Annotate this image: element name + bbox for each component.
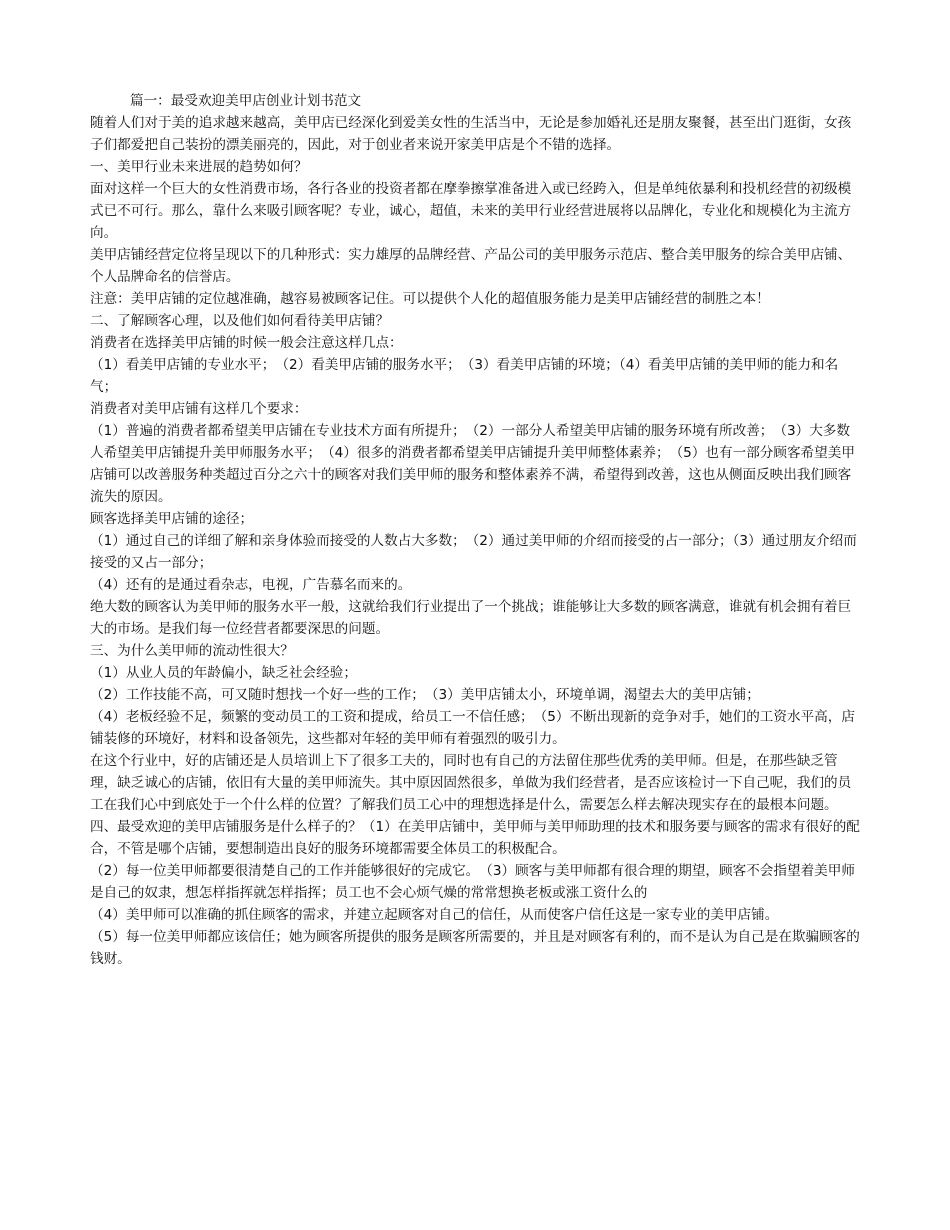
- paragraph-list: （1）看美甲店铺的专业水平； （2）看美甲店铺的服务水平； （3）看美甲店铺的环境；（4）看美甲店铺的美甲师的能力和名气；: [90, 357, 839, 395]
- section-heading-4: 四、最受欢迎的美甲店铺服务是什么样子的？（1）在美甲店铺中，美甲师与美甲师助理的技术和服务要与顾客的需求有很好的配合，不管是哪个店铺，要想制造出良好的服务环境都需要全体员工的积极配合。: [90, 819, 860, 857]
- paragraph-list: （1）普遍的消费者都希望美甲店铺在专业技术方面有所提升； （2）一部分人希望美甲店铺的服务环境有所改善； （3）大多数人希望美甲店铺提升美甲师服务水平； （4）很多的消费者都希望美甲店铺提升美甲师整体素养； （5）也有一部分顾客希望美甲店铺可以改善服务种类超过百分之六十的顾客对我们美甲师的服务和整体素养不满，希望得到改善，这也从侧面反映出我们顾客流失的原因。: [90, 423, 855, 505]
- paragraph: 顾客选择美甲店铺的途径；: [90, 511, 254, 527]
- paragraph-list: （1）从业人员的年龄偏小，缺乏社会经验；: [90, 665, 357, 681]
- section-heading-3: 三、为什么美甲师的流动性很大？: [90, 643, 294, 659]
- paragraph-note: 注意：美甲店铺的定位越准确，越容易被顾客记住。可以提供个人化的超值服务能力是美甲店铺经营的制胜之本！: [90, 291, 770, 307]
- paragraph: 美甲店铺经营定位将呈现以下的几种形式：实力雄厚的品牌经营、产品公司的美甲服务示范店、整合美甲服务的综合美甲店铺、个人品牌命名的信誉店。: [90, 247, 852, 285]
- document-title: 篇一：最受欢迎美甲店创业计划书范文: [130, 93, 362, 109]
- section-heading-2: 二、了解顾客心理，以及他们如何看待美甲店铺？: [90, 313, 390, 329]
- section-heading-1: 一、美甲行业未来进展的趋势如何？: [90, 159, 308, 175]
- paragraph: 面对这样一个巨大的女性消费市场，各行各业的投资者都在摩拳擦掌准备进入或已经跨入，但是单纯依暴利和投机经营的初级模式已不可行。那么，靠什么来吸引顾客呢？专业，诚心，超值，未来的美甲行业经营进展将以品牌化，专业化和规模化为主流方向。: [90, 181, 852, 241]
- paragraph-list: （1）通过自己的详细了解和亲身体验而接受的人数占大多数； （2）通过美甲师的介绍而接受的占一部分；（3）通过朋友介绍而接受的又占一部分；: [90, 533, 857, 571]
- paragraph-list: （4）老板经验不足，频繁的变动员工的工资和提成，给员工一不信任感； （5）不断出现新的竞争对手，她们的工资水平高，店铺装修的环境好，材料和设备领先，这些都对年轻的美甲师有着强烈的吸引力。: [90, 709, 855, 747]
- paragraph: 在这个行业中，好的店铺还是人员培训上下了很多工夫的，同时也有自己的方法留住那些优秀的美甲师。但是，在那些缺乏管理，缺乏诚心的店铺，依旧有大量的美甲师流失。其中原因固然很多，单做为我们经营者，是否应该检讨一下自己呢，我们的员工在我们心中到底处于一个什么样的位置？了解我们员工心中的理想选择是什么，需要怎么样去解决现实存在的最根本问题。: [90, 753, 852, 813]
- paragraph: 消费者在选择美甲店铺的时候一般会注意这样几点：: [90, 335, 403, 351]
- paragraph: 消费者对美甲店铺有这样几个要求：: [90, 401, 308, 417]
- paragraph-list: （4）美甲师可以准确的抓住顾客的需求，并建立起顾客对自己的信任，从而使客户信任这是一家专业的美甲店铺。: [90, 907, 779, 923]
- paragraph-list: （2）每一位美甲师都要很清楚自己的工作并能够很好的完成它。 （3）顾客与美甲师都有很合理的期望，顾客不会指望着美甲师是自己的奴隶，想怎样指挥就怎样指挥；员工也不会心烦气燥的常常想换老板或涨工资什么的: [90, 863, 855, 901]
- paragraph-list: （2）工作技能不高，可又随时想找一个好一些的工作； （3）美甲店铺太小，环境单调，渴望去大的美甲店铺；: [90, 687, 760, 703]
- paragraph-list: （4）还有的是通过看杂志，电视，广告慕名而来的。: [90, 577, 412, 593]
- paragraph: 绝大数的顾客认为美甲师的服务水平一般，这就给我们行业提出了一个挑战；谁能够让大多数的顾客满意，谁就有机会拥有着巨大的市场。是我们每一位经营者都要深思的问题。: [90, 599, 852, 637]
- paragraph-intro: 随着人们对于美的追求越来越高，美甲店已经深化到爱美女性的生活当中，无论是参加婚礼还是朋友聚餐，甚至出门逛街，女孩子们都爱把自己装扮的漂美丽亮的，因此，对于创业者来说开家美甲店是个不错的选择。: [90, 115, 852, 153]
- document-page: [90, 90, 860, 970]
- paragraph-list: （5）每一位美甲师都应该信任；她为顾客所提供的服务是顾客所需要的，并且是对顾客有利的，而不是认为自己是在欺骗顾客的钱财。: [90, 929, 860, 967]
